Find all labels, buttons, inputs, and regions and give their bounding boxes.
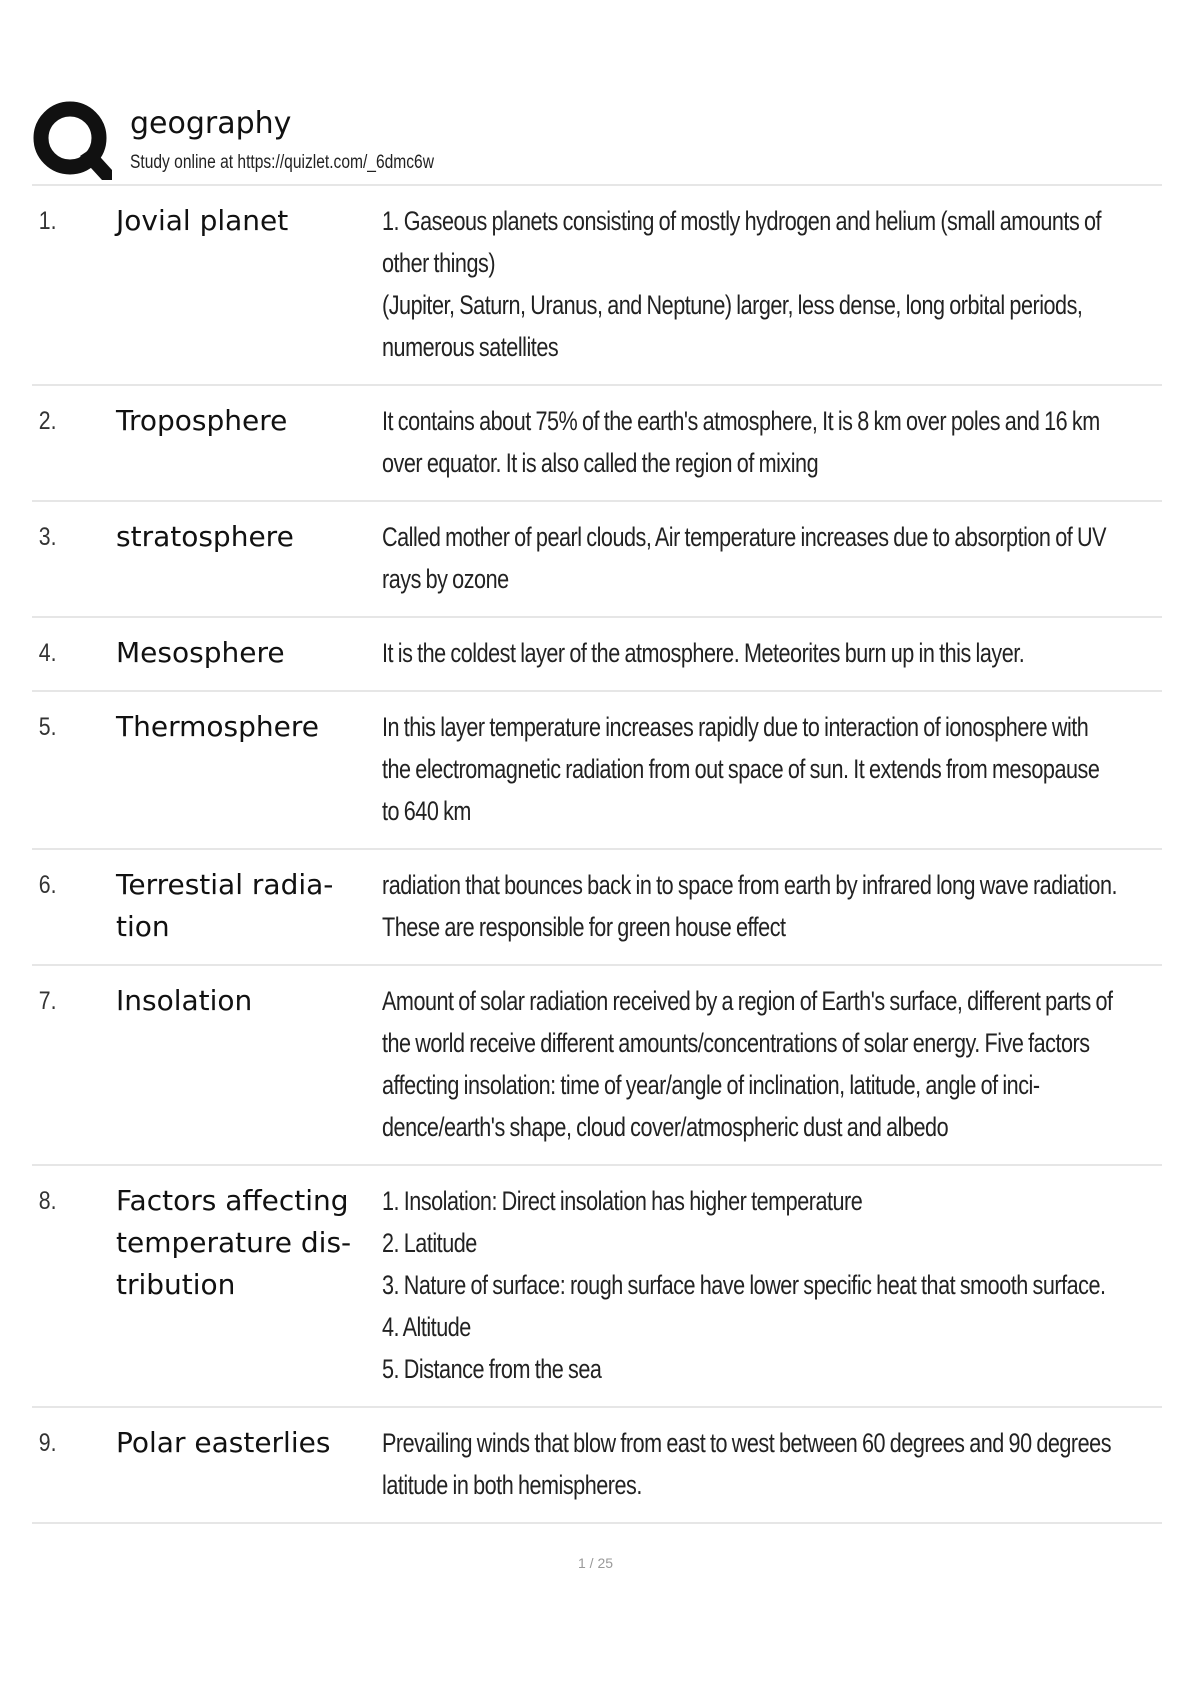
definition-line: (Jupiter, Saturn, Uranus, and Neptune) larger, less dense, long orbital periods, <box>382 290 1083 320</box>
term-line: Insolation <box>116 984 253 1017</box>
card-term <box>116 1422 382 1464</box>
card-number: 1. <box>38 207 57 235</box>
card-term <box>116 706 382 748</box>
card-number: 7. <box>38 987 57 1015</box>
term-line: Factors affecting <box>116 1184 349 1217</box>
definition-line: other things) <box>382 248 496 278</box>
definition-line: These are responsible for green house effect <box>382 912 786 942</box>
definition-line: 2. Latitude <box>382 1228 477 1258</box>
definition-line: the world receive different amounts/concentrations of solar energy. Five factors <box>382 1028 1090 1058</box>
flashcard-row <box>32 386 1162 502</box>
definition-line: over equator. It is also called the region of mixing <box>382 448 819 478</box>
term-line: temperature dis- <box>116 1226 352 1259</box>
card-number: 6. <box>38 871 57 899</box>
page-indicator: 1 / 25 <box>577 1555 614 1571</box>
card-number: 2. <box>38 407 57 435</box>
term-line: Mesosphere <box>116 636 285 669</box>
card-definition <box>382 864 1172 948</box>
definition-line: to 640 km <box>382 796 471 826</box>
card-definition <box>382 1422 1172 1506</box>
card-definition <box>382 400 1172 484</box>
definition-line: numerous satellites <box>382 332 559 362</box>
definition-line: affecting insolation: time of year/angle of inclination, latitude, angle of inci- <box>382 1070 1040 1100</box>
term-line: stratosphere <box>116 520 294 553</box>
card-definition <box>382 1180 1172 1390</box>
definition-line: It contains about 75% of the earth's atmosphere, It is 8 km over poles and 16 km <box>382 406 1100 436</box>
card-term <box>116 400 382 442</box>
flashcard-row <box>32 1166 1162 1408</box>
definition-line: It is the coldest layer of the atmosphere. Meteorites burn up in this layer. <box>382 638 1025 668</box>
card-term <box>116 516 382 558</box>
flashcard-row <box>32 618 1162 692</box>
definition-line: the electromagnetic radiation from out space of sun. It extends from mesopause <box>382 754 1100 784</box>
card-number: 9. <box>38 1429 57 1457</box>
term-line: Jovial planet <box>116 204 289 237</box>
term-line: Troposphere <box>116 404 288 437</box>
term-line: Thermosphere <box>116 710 319 743</box>
definition-line: dence/earth's shape, cloud cover/atmospheric dust and albedo <box>382 1112 949 1142</box>
card-definition <box>382 980 1172 1148</box>
deck-header <box>32 100 1162 180</box>
card-number: 8. <box>38 1187 57 1215</box>
card-term <box>116 864 382 948</box>
flashcard-row <box>32 1408 1162 1524</box>
term-line: Terrestial radia- <box>116 868 334 901</box>
definition-line: Called mother of pearl clouds, Air temperature increases due to absorption of UV <box>382 522 1107 552</box>
card-definition <box>382 516 1172 600</box>
definition-line: latitude in both hemispheres. <box>382 1470 642 1500</box>
definition-line: 1. Insolation: Direct insolation has higher temperature <box>382 1186 863 1216</box>
definition-line: 5. Distance from the sea <box>382 1354 602 1384</box>
deck-title: geography <box>130 106 292 141</box>
card-definition <box>382 200 1172 368</box>
flashcard-row <box>32 850 1162 966</box>
definition-line: 4. Altitude <box>382 1312 471 1342</box>
study-online-link[interactable]: Study online at https://quizlet.com/_6dmc6w <box>130 152 434 173</box>
card-term <box>116 632 382 674</box>
quizlet-q-logo-icon <box>32 100 112 182</box>
flashcard-row <box>32 186 1162 386</box>
definition-line: In this layer temperature increases rapidly due to interaction of ionosphere with <box>382 712 1089 742</box>
term-line: tion <box>116 910 170 943</box>
card-definition <box>382 706 1172 832</box>
flashcard-row <box>32 692 1162 850</box>
flashcard-row <box>32 966 1162 1166</box>
card-number: 5. <box>38 713 57 741</box>
card-term <box>116 200 382 242</box>
card-number: 4. <box>38 639 57 667</box>
definition-line: radiation that bounces back in to space from earth by infrared long wave radiation. <box>382 870 1118 900</box>
definition-line: rays by ozone <box>382 564 509 594</box>
definition-line: Prevailing winds that blow from east to west between 60 degrees and 90 degrees <box>382 1428 1112 1458</box>
definition-line: 1. Gaseous planets consisting of mostly hydrogen and helium (small amounts of <box>382 206 1102 236</box>
term-line: Polar easterlies <box>116 1426 331 1459</box>
flashcard-row <box>32 502 1162 618</box>
flashcard-list <box>32 186 1162 1524</box>
definition-line: Amount of solar radiation received by a region of Earth's surface, different parts of <box>382 986 1113 1016</box>
definition-line: 3. Nature of surface: rough surface have lower specific heat that smooth surface. <box>382 1270 1106 1300</box>
card-definition <box>382 632 1172 674</box>
card-term <box>116 1180 382 1306</box>
card-number: 3. <box>38 523 57 551</box>
card-term <box>116 980 382 1022</box>
term-line: tribution <box>116 1268 236 1301</box>
